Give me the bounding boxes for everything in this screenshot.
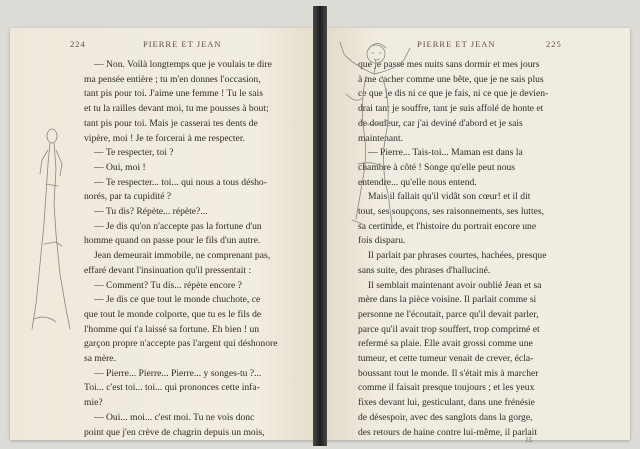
text-line: l'homme qui t'a laissé sa fortune. Eh bien ! un <box>84 323 260 335</box>
text-line: — Tu dis? Répète... répète?... <box>94 206 208 218</box>
text-line: refermé sa plaie. Elle avait grossi comme une <box>358 338 533 350</box>
text-line: norés, par ta cupidité ? <box>84 191 172 203</box>
text-line: fois disparu. <box>358 235 406 247</box>
text-line: sans suite, des phrases d'halluciné. <box>358 264 491 276</box>
text-line: — Oui, moi ! <box>94 161 146 173</box>
text-line: effaré devant l'insinuation qu'il pressentait : <box>84 264 252 276</box>
text-line: sa certitude, et l'histoire du portrait encore une <box>358 220 537 232</box>
text-line: parce qu'il avait trop souffert, trop comprimé et <box>358 323 540 335</box>
left-page-number: 224 <box>70 39 86 49</box>
text-line: — Te respecter... toi... qui nous a tous désho- <box>94 176 267 188</box>
text-line: — Je dis ce que tout le monde chuchote, ce <box>94 294 261 306</box>
signature-mark: 15 <box>525 436 532 444</box>
text-line: — Pierre... Pierre... Pierre... y songes-tu ?... <box>94 367 262 379</box>
text-line: que tout le monde colporte, que tu es le fils de <box>84 308 262 320</box>
text-line: point que j'en crève de chagrin depuis un mois, <box>84 426 265 438</box>
text-line: sa mère. <box>84 353 116 365</box>
text-line: garçon propre n'accepte pas l'argent qui déshonore <box>84 338 278 350</box>
text-line: — Non. Voilà longtemps que je voulais te dire <box>94 59 272 70</box>
text-line: Jean demeurait immobile, ne comprenant pas, <box>94 250 271 262</box>
text-line: tant pis pour toi. J'aime une femme ! Tu le sais <box>84 88 263 100</box>
text-line: que je passe mes nuits sans dormir et mes jours <box>358 59 540 70</box>
text-line: maintenant. <box>358 132 404 144</box>
text-line: Toi... c'est toi... toi... qui prononces cette infa- <box>84 382 260 394</box>
text-line: Mais il fallait qu'il vidât son cœur! et il dit <box>368 191 531 203</box>
left-running-title: PIERRE ET JEAN <box>143 39 222 49</box>
text-line: et tu la railles devant moi, tu me pousses à bout; <box>84 103 269 115</box>
text-line: homme quand on passe pour le fils d'un autre. <box>84 235 261 247</box>
text-line: mie? <box>84 397 103 409</box>
text-line: boussant tout le monde. Il s'était mis à marcher <box>358 367 539 379</box>
text-line: tant pis pour toi. Mais je casserai tes dents de <box>84 117 258 129</box>
text-line: personne ne l'écoutait, parce qu'il devait parler, <box>358 308 539 320</box>
text-line: Il semblait maintenant avoir oublié Jean et sa <box>368 279 542 291</box>
text-line: entendre... qu'elle nous entend. <box>358 176 477 188</box>
text-line: comme il faisait presque toujours ; et les yeux <box>358 382 535 394</box>
text-line: des retours de haine contre lui-même, il parlait <box>358 426 538 438</box>
right-page-number: 225 <box>546 39 562 49</box>
text-line: vipère, moi ! Je te forcerai à me respecter. <box>84 132 245 144</box>
open-book <box>10 6 630 446</box>
text-line: tout, ses soupçons, ses raisonnements, ses luttes, <box>358 206 544 218</box>
left-page-text <box>84 58 310 440</box>
text-line: — Oui... moi... c'est moi. Tu ne vois donc <box>94 411 255 423</box>
text-line: drai tant je souffre, tant je suis affolé de honte et <box>358 103 544 115</box>
text-line: de douleur, car j'ai deviné d'abord et je sais <box>358 117 523 129</box>
text-line: — Te respecter, toi ? <box>94 147 174 159</box>
dancing-figure-pencil-sketch <box>322 34 432 234</box>
text-line: — Comment? Tu dis... répète encore ? <box>94 279 242 291</box>
standing-figure-pencil-sketch <box>26 124 86 334</box>
text-line: Il parlait par phrases courtes, hachées, presque <box>368 250 547 262</box>
text-line: ce que je dis ni ce que je fais, ni ce que je devien- <box>358 88 549 100</box>
text-line: — Je dis qu'on n'accepte pas la fortune d'un <box>94 220 262 232</box>
text-line: fixes devant lui, gesticulant, dans une frénésie <box>358 397 535 409</box>
text-line: — Pierre... Tais-toi... Maman est dans la <box>368 147 523 159</box>
text-line: mère dans la pièce voisine. Il parlait comme si <box>358 294 537 306</box>
text-line: tumeur, et cette tumeur venait de crever, écla- <box>358 353 534 365</box>
text-line: chambre à côté ! Songe qu'elle peut nous <box>358 161 516 173</box>
text-line: de désespoir, avec des sanglots dans la gorge, <box>358 411 533 423</box>
text-line: ma pensée entière ; tu m'en donnes l'occasion, <box>84 73 261 85</box>
right-running-title: PIERRE ET JEAN <box>417 39 496 49</box>
text-line: à me cacher comme une bête, que je ne sais plus <box>358 73 544 85</box>
